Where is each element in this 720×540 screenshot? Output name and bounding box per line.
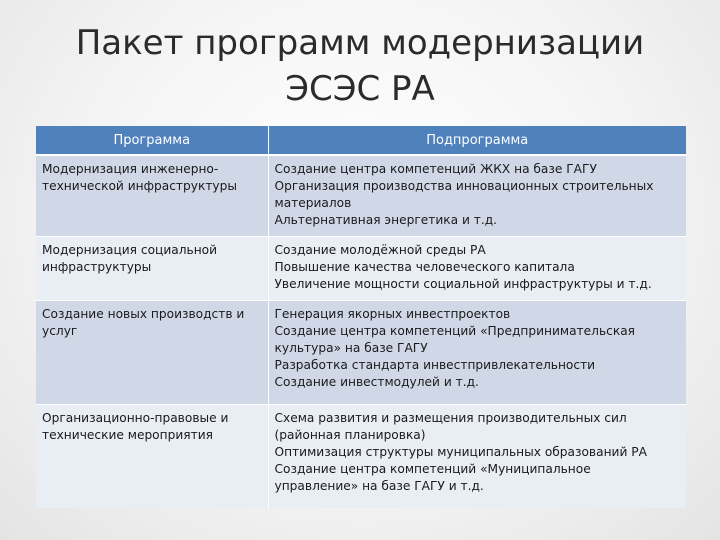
program-cell [36,404,268,508]
subprogram-line: Организация производства инновационных строительных [274,179,654,193]
slide-title-line-1: Пакет программ модернизации [75,23,645,63]
subprogram-line: Создание инвестмодулей и т.д. [274,374,479,389]
subprogram-line: Альтернативная энергетика и т.д. [274,213,498,227]
subprogram-line: Повышение качества человеческого капитала [274,259,575,274]
subprogram-cell [268,155,686,236]
program-line: Модернизация социальной [42,242,218,257]
program-line: технической инфраструктуры [42,179,238,193]
subprogram-cell [268,236,686,300]
program-line: Создание новых производств и [42,306,245,321]
subprogram-line: культура» на базе ГАГУ [274,340,428,355]
subprogram-line: Генерация якорных инвестпроектов [274,306,511,321]
header-program: Программа [36,126,268,155]
subprogram-cell [268,404,686,508]
subprogram-line: Создание молодёжной среды РА [274,242,486,257]
subprogram-line: Создание центра компетенций «Предпринимательская [274,323,635,338]
slide-title-line-2: ЭСЭС РА [285,69,435,109]
subprogram-line: (районная планировка) [274,427,426,442]
program-line: инфраструктуры [42,259,152,274]
program-line: услуг [42,323,78,338]
subprogram-cell [268,300,686,404]
slide-title [0,20,720,112]
subprogram-line: Создание центра компетенций «Муниципальное [274,461,591,476]
subprogram-line: Создание центра компетенций ЖКХ на базе ГАГУ [274,162,597,176]
table-row [36,155,686,236]
table-row [36,300,686,404]
table-row [36,236,686,300]
subprogram-line: материалов [274,196,352,210]
table-header-row [36,126,686,155]
programs-table [36,126,686,508]
subprogram-line: управление» на базе ГАГУ и т.д. [274,478,484,493]
table-row [36,404,686,508]
program-line: технические мероприятия [42,427,213,442]
program-cell [36,155,268,236]
header-subprogram: Подпрограмма [268,126,686,155]
subprogram-line: Разработка стандарта инвестпривлекательности [274,357,596,372]
subprogram-line: Схема развития и размещения производительных сил [274,410,627,425]
subprogram-line: Увеличение мощности социальной инфраструктуры и т.д. [274,276,652,291]
subprogram-line: Оптимизация структуры муниципальных образований РА [274,444,647,459]
program-cell [36,236,268,300]
program-line: Модернизация инженерно- [42,162,219,176]
program-cell [36,300,268,404]
program-line: Организационно-правовые и [42,410,229,425]
